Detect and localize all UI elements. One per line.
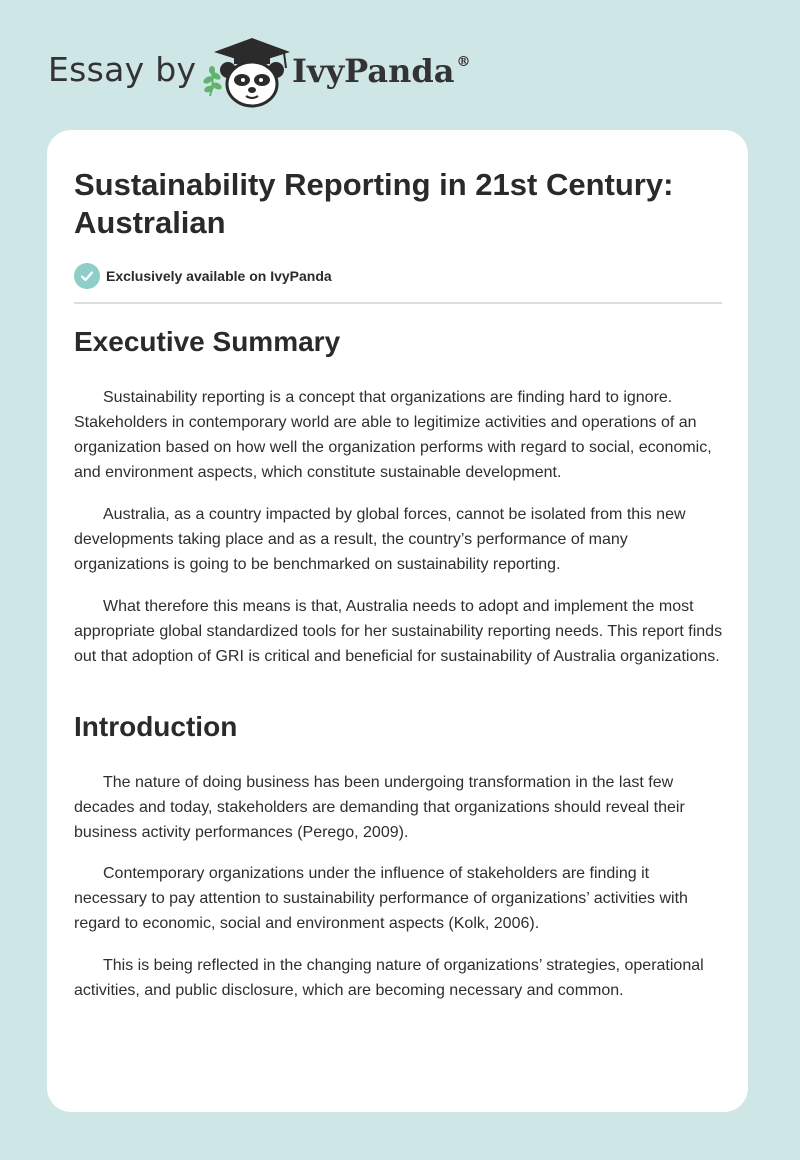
panda-graduate-icon[interactable] (200, 36, 296, 108)
brand-name[interactable]: IvyPanda ® (292, 52, 471, 90)
section-heading-executive-summary: Executive Summary (74, 326, 341, 357)
leaf-icon (202, 66, 223, 96)
section-heading-introduction: Introduction (74, 711, 238, 742)
paragraph: Contemporary organizations under the influence of stakeholders are finding it necessary to pay attention to sustainability performance of organizations’ activities with regard to economic, social and environment aspects (Kolk, 2006). (74, 865, 688, 932)
exclusive-badge (74, 262, 332, 290)
paragraph: Australia, as a country impacted by global forces, cannot be isolated from this new developments taking place and as a result, the country’s performance of many organizations is going to be benchmarked on sustainability reporting. (74, 506, 686, 573)
divider (74, 302, 722, 304)
registered-mark: ® (456, 54, 471, 70)
essay-by-label: Essay by (48, 50, 197, 89)
paragraph: What therefore this means is that, Australia needs to adopt and implement the most appropriate global standardized tools for her sustainability reporting needs. This report finds out that adoption of GRI is critical and beneficial for sustainability of Australia organizations. (74, 598, 723, 665)
paragraph: Sustainability reporting is a concept that organizations are finding hard to ignore. Stakeholders in contemporary world are able to legitimize activities and operations of an organization based on how well the organization performs with regard to social, economic, and environment aspects, which constitute sustainable development. (74, 389, 712, 481)
paragraph: The nature of doing business has been undergoing transformation in the last few decades and today, stakeholders are demanding that organizations should reveal their business activity performances (Perego, 2009). (74, 774, 685, 841)
check-icon (74, 263, 100, 289)
site-header (0, 0, 800, 130)
exclusive-label: Exclusively available on IvyPanda (106, 268, 332, 284)
page-title: Sustainability Reporting in 21st Century: Australian (74, 167, 674, 240)
paragraph: This is being reflected in the changing nature of organizations’ strategies, operational activities, and public disclosure, which are becoming necessary and common. (74, 957, 704, 999)
essay-card (47, 130, 748, 1112)
